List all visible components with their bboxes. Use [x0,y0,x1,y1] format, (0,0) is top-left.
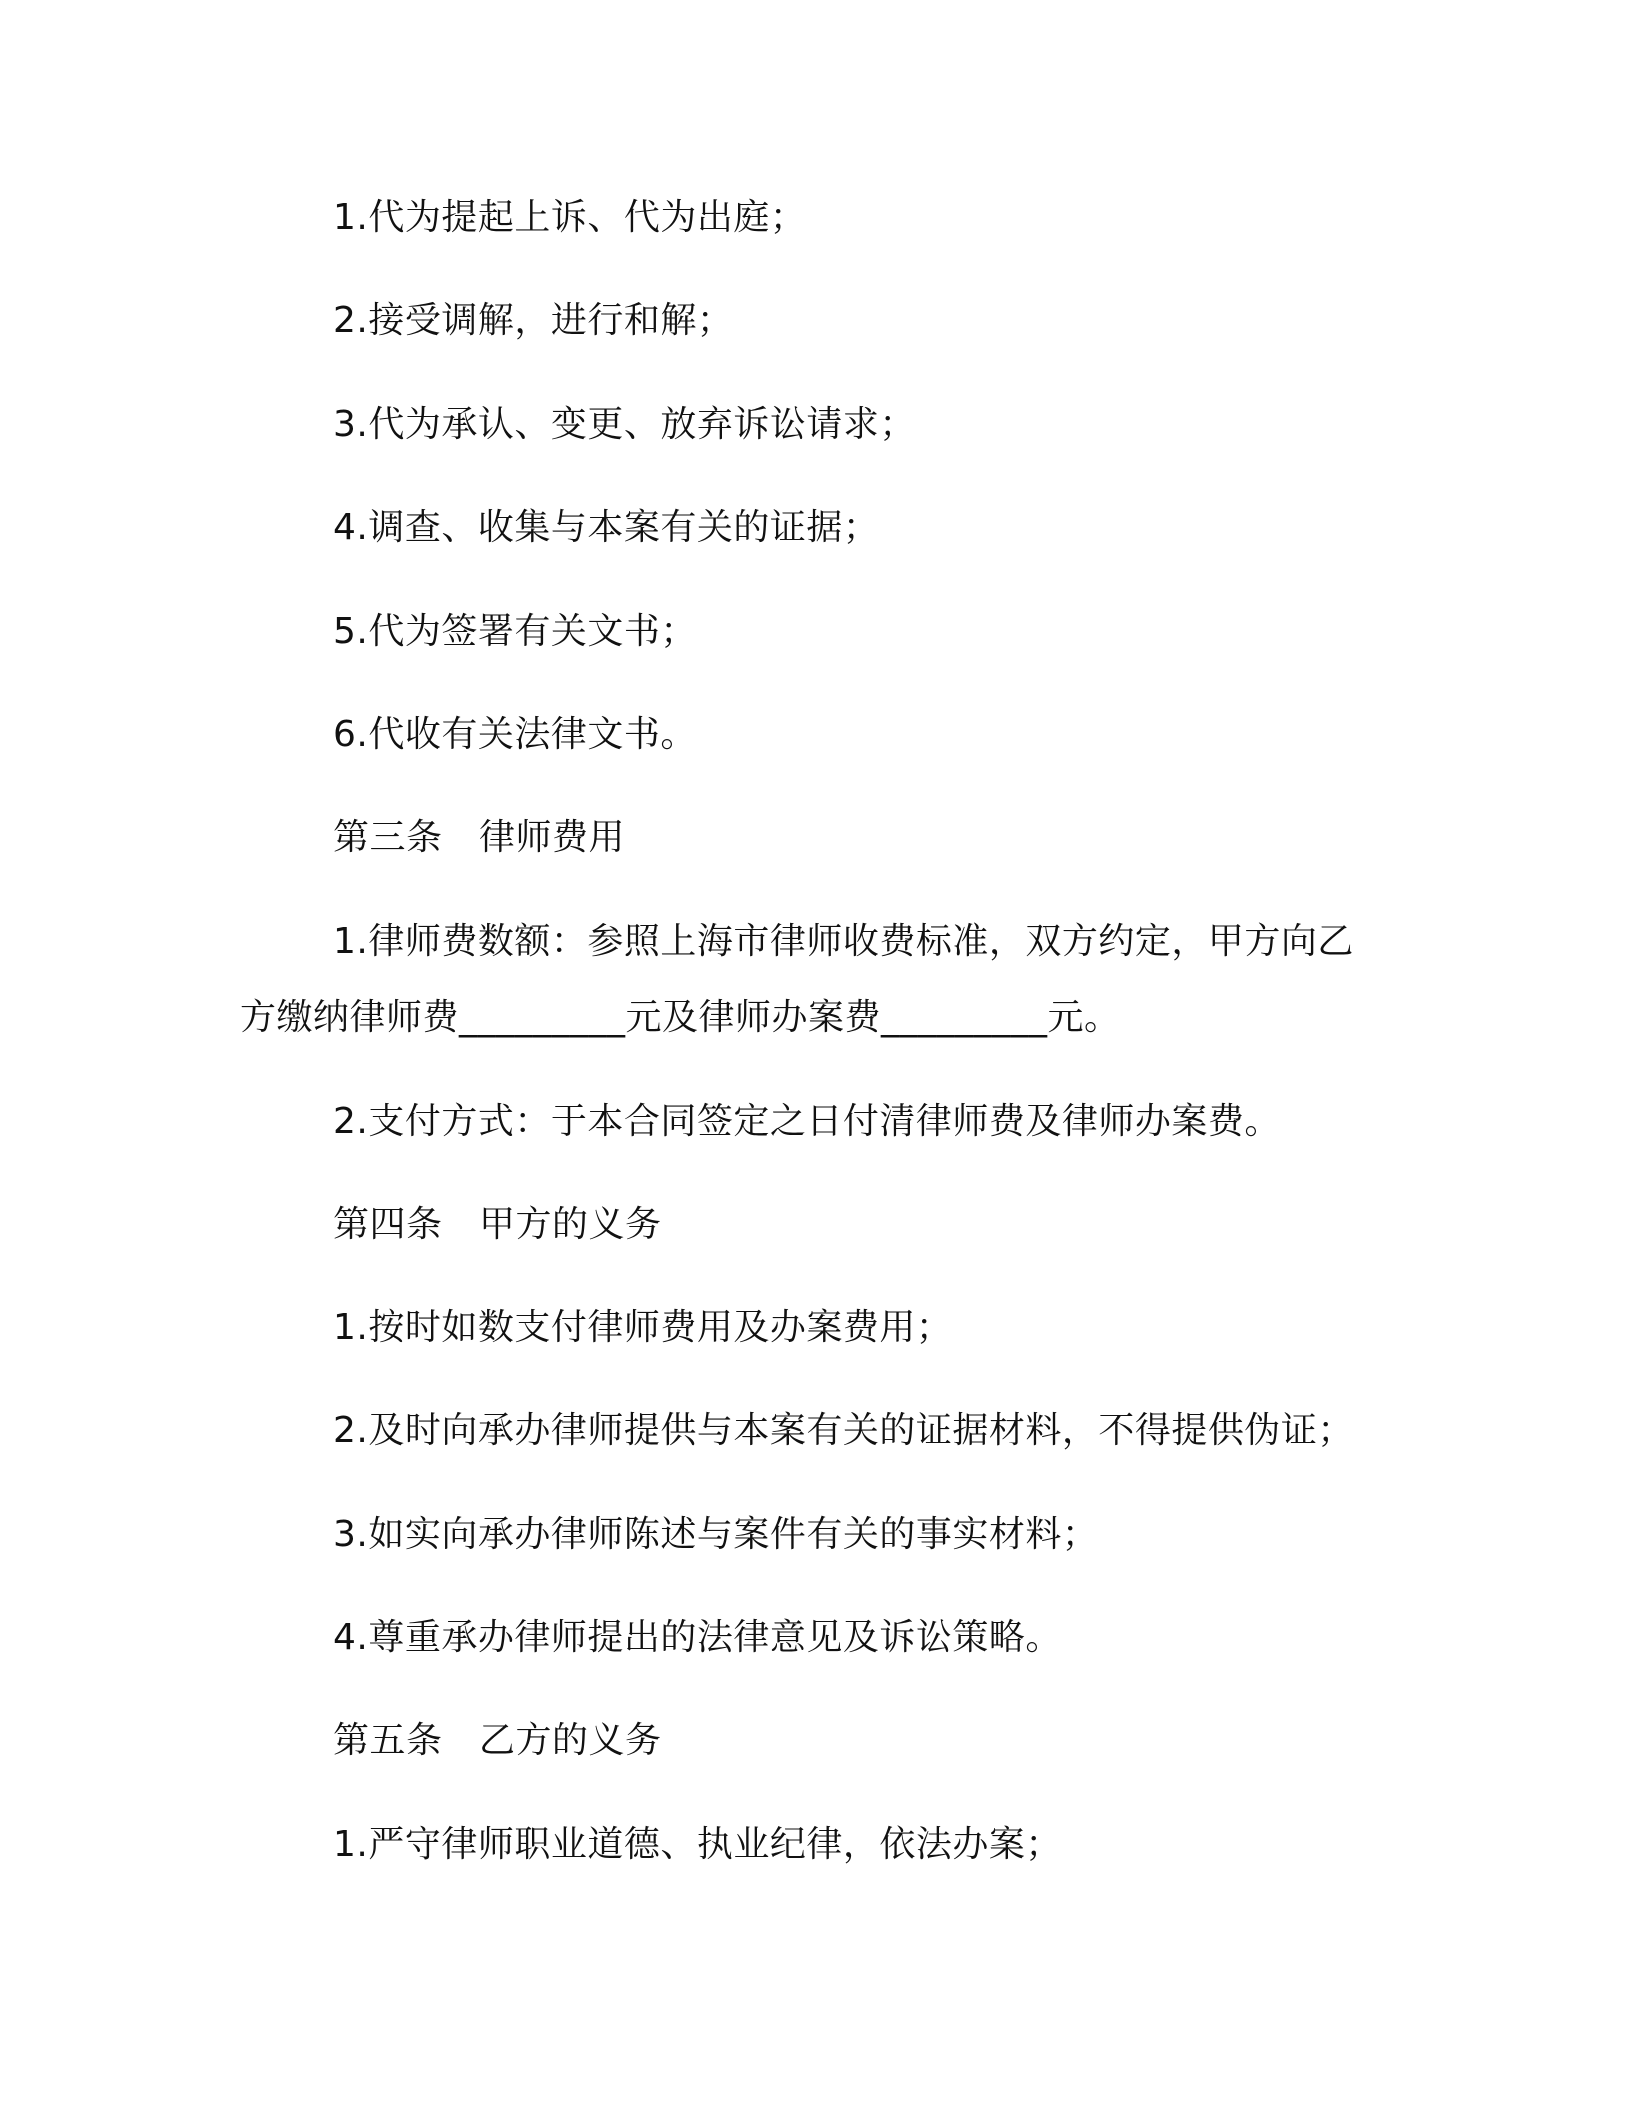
fee-amount-line-2: 方缴纳律师费_________元及律师办案费_________元。 [240,997,1121,1038]
authority-item-5: 5.代为签署有关文书； [333,611,697,652]
authority-item-1: 1.代为提起上诉、代为出庭； [333,197,807,238]
fee-amount-line-1: 1.律师费数额：参照上海市律师收费标准，双方约定，甲方向乙 [333,921,1354,962]
party-b-duty-1: 1.严守律师职业道德、执业纪律，依法办案； [333,1824,1062,1865]
party-a-duty-4: 4.尊重承办律师提出的法律意见及诉讼策略。 [333,1617,1062,1658]
party-a-duty-2: 2.及时向承办律师提供与本案有关的证据材料，不得提供伪证； [333,1410,1354,1451]
article-4-heading: 第四条 甲方的义务 [333,1204,662,1245]
authority-item-3: 3.代为承认、变更、放弃诉讼请求； [333,404,916,445]
payment-method: 2.支付方式：于本合同签定之日付清律师费及律师办案费。 [333,1101,1281,1142]
party-a-duty-3: 3.如实向承办律师陈述与案件有关的事实材料； [333,1514,1099,1555]
authority-item-4: 4.调查、收集与本案有关的证据； [333,507,880,548]
authority-item-2: 2.接受调解，进行和解； [333,300,734,341]
article-5-heading: 第五条 乙方的义务 [333,1720,662,1761]
authority-item-6: 6.代收有关法律文书。 [333,714,697,755]
article-3-heading: 第三条 律师费用 [333,817,626,858]
party-a-duty-1: 1.按时如数支付律师费用及办案费用； [333,1307,953,1348]
